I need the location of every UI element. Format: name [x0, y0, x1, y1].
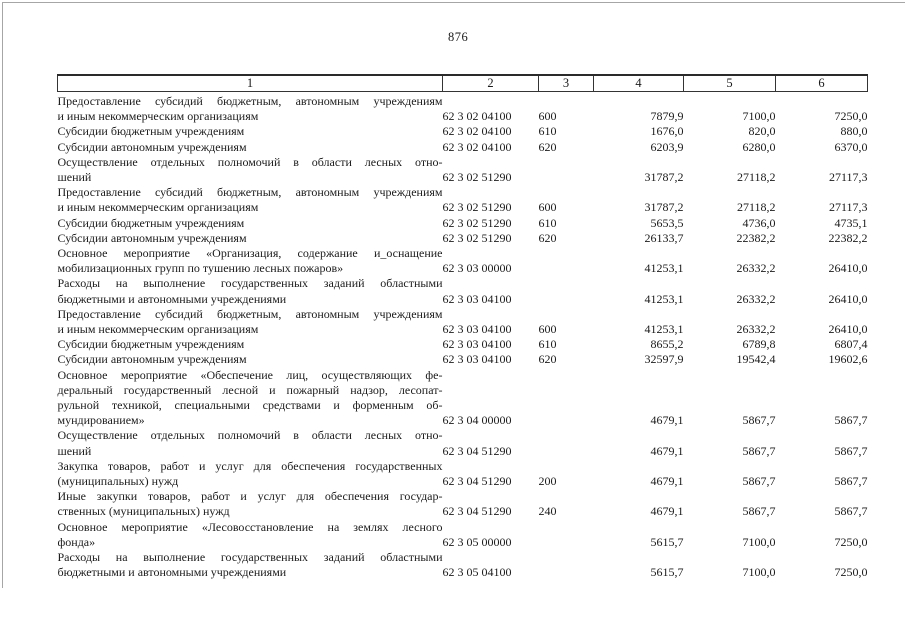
cell-expense-type-code: 610 — [538, 215, 557, 230]
cell-target-code: 62 3 02 04100 — [442, 124, 512, 139]
cell-expense-name — [58, 216, 443, 231]
cell-amount-col5: 6789,8 — [742, 337, 776, 352]
cell-amount-col6: 880,0 — [840, 124, 868, 139]
cell-amount-col6: 6370,0 — [834, 139, 868, 154]
cell-target-code: 62 3 02 04100 — [442, 139, 512, 154]
expense-name-line: Субсидии автономным учреждениям — [57, 352, 247, 367]
expense-name-line: ственных (муниципальных) нужд — [57, 504, 230, 519]
cell-amount-col5: 820,0 — [748, 124, 776, 139]
column-header-4: 4 — [594, 75, 684, 92]
table-row — [58, 185, 868, 215]
expense-name-line: и иным некоммерческим организациям — [57, 322, 259, 337]
expense-name-line: Расходы на выполнение государственных заданий областными — [57, 550, 443, 565]
cell-amount-col5: 5867,7 — [742, 504, 776, 519]
column-header-6: 6 — [776, 75, 868, 92]
cell-amount-col4: 7879,9 — [650, 109, 684, 124]
table-row — [58, 459, 868, 489]
expense-name-line: Предоставление субсидий бюджетным, автономным учреждениям — [57, 185, 443, 200]
cell-amount-col6: 5867,7 — [834, 413, 868, 428]
table-row — [58, 428, 868, 458]
cell-expense-type-code: 620 — [538, 230, 557, 245]
expense-name-line: Субсидии бюджетным учреждениям — [57, 337, 245, 352]
expense-name-line: Закупка товаров, работ и услуг для обеспечения государственных — [57, 458, 443, 473]
cell-target-code: 62 3 03 00000 — [442, 261, 512, 276]
cell-expense-type-code: 610 — [538, 337, 557, 352]
cell-amount-col4: 4679,1 — [650, 474, 684, 489]
table-row — [58, 489, 868, 519]
cell-expense-name — [58, 246, 443, 276]
table-row — [58, 307, 868, 337]
cell-expense-type-code: 620 — [538, 352, 557, 367]
cell-expense-type-code: 600 — [538, 109, 557, 124]
expense-name-line: мундированием» — [57, 413, 145, 428]
cell-expense-name — [58, 307, 443, 337]
cell-amount-col6: 22382,2 — [828, 230, 868, 245]
cell-amount-col5: 5867,7 — [742, 474, 776, 489]
cell-amount-col4: 32597,9 — [644, 352, 684, 367]
expense-name-line: фонда» — [57, 534, 96, 549]
cell-amount-col5: 26332,2 — [736, 291, 776, 306]
cell-target-code: 62 3 03 04100 — [442, 352, 512, 367]
cell-target-code: 62 3 03 04100 — [442, 291, 512, 306]
expense-name-line: рульной техникой, специальными средствами и форменным об- — [57, 398, 443, 413]
cell-expense-type-code: 600 — [538, 322, 557, 337]
cell-expense-name — [58, 337, 443, 352]
cell-amount-col4: 5615,7 — [650, 534, 684, 549]
cell-amount-col5: 19542,4 — [736, 352, 776, 367]
cell-expense-name — [58, 185, 443, 215]
cell-amount-col5: 4736,0 — [742, 215, 776, 230]
cell-amount-col4: 4679,1 — [650, 443, 684, 458]
cell-expense-name — [58, 550, 443, 580]
expense-name-line: Субсидии автономным учреждениям — [57, 139, 247, 154]
cell-amount-col6: 7250,0 — [834, 565, 868, 580]
cell-expense-name — [58, 489, 443, 519]
expense-name-line: бюджетными и автономными учреждениями — [57, 565, 287, 580]
budget-table — [57, 74, 868, 581]
expense-name-line: Субсидии бюджетным учреждениям — [57, 215, 245, 230]
cell-expense-type-code: 610 — [538, 124, 557, 139]
table-row — [58, 92, 868, 125]
cell-expense-name — [58, 92, 443, 125]
column-header-1: 1 — [58, 75, 443, 92]
expense-name-line: мобилизационных групп по тушению лесных пожаров» — [57, 261, 344, 276]
expense-name-line: Расходы на выполнение государственных заданий областными — [57, 276, 443, 291]
cell-amount-col5: 27118,2 — [736, 200, 776, 215]
expense-name-line: Субсидии бюджетным учреждениям — [57, 124, 245, 139]
cell-amount-col4: 41253,1 — [644, 322, 684, 337]
cell-amount-col4: 31787,2 — [644, 200, 684, 215]
cell-target-code: 62 3 02 51290 — [442, 170, 512, 185]
cell-amount-col5: 27118,2 — [736, 170, 776, 185]
cell-expense-name — [58, 520, 443, 550]
cell-amount-col4: 41253,1 — [644, 291, 684, 306]
cell-amount-col5: 26332,2 — [736, 261, 776, 276]
table-row — [58, 352, 868, 367]
cell-amount-col6: 6807,4 — [834, 337, 868, 352]
table-row — [58, 246, 868, 276]
cell-expense-type-code: 240 — [538, 504, 557, 519]
cell-expense-name — [58, 231, 443, 246]
table-row — [58, 276, 868, 306]
page-number: 876 — [448, 30, 469, 44]
expense-name-line: бюджетными и автономными учреждениями — [57, 291, 287, 306]
table-row — [58, 368, 868, 429]
cell-target-code: 62 3 04 00000 — [442, 413, 512, 428]
cell-amount-col6: 27117,3 — [828, 200, 868, 215]
expense-name-line: Основное мероприятие «Обеспечение лиц, осуществляющих фе- — [57, 367, 443, 382]
table-header-row — [58, 75, 868, 92]
cell-amount-col4: 4679,1 — [650, 413, 684, 428]
cell-expense-type-code — [539, 520, 594, 550]
cell-amount-col4: 31787,2 — [644, 170, 684, 185]
cell-expense-type-code: 200 — [538, 474, 557, 489]
cell-amount-col5: 7100,0 — [742, 534, 776, 549]
cell-expense-type-code — [539, 550, 594, 580]
cell-expense-name — [58, 155, 443, 185]
table-row — [58, 216, 868, 231]
cell-target-code: 62 3 04 51290 — [442, 504, 512, 519]
cell-expense-type-code: 620 — [538, 139, 557, 154]
cell-expense-type-code: 600 — [538, 200, 557, 215]
cell-amount-col6: 5867,7 — [834, 474, 868, 489]
expense-name-line: Осуществление отдельных полномочий в области лесных отно- — [57, 428, 443, 443]
cell-expense-name — [58, 459, 443, 489]
scan-edge-left-line — [2, 2, 3, 588]
cell-amount-col4: 41253,1 — [644, 261, 684, 276]
cell-expense-type-code — [539, 276, 594, 306]
cell-expense-name — [58, 352, 443, 367]
cell-expense-type-code — [539, 428, 594, 458]
cell-amount-col4: 4679,1 — [650, 504, 684, 519]
cell-target-code: 62 3 02 51290 — [442, 230, 512, 245]
cell-amount-col6: 26410,0 — [828, 291, 868, 306]
cell-target-code: 62 3 02 51290 — [442, 200, 512, 215]
table-row — [58, 550, 868, 580]
cell-target-code: 62 3 02 04100 — [442, 109, 512, 124]
expense-name-line: (муниципальных) нужд — [57, 474, 179, 489]
cell-amount-col6: 7250,0 — [834, 109, 868, 124]
cell-amount-col4: 1676,0 — [650, 124, 684, 139]
cell-amount-col6: 26410,0 — [828, 261, 868, 276]
cell-target-code: 62 3 05 04100 — [442, 565, 512, 580]
cell-amount-col6: 19602,6 — [828, 352, 868, 367]
column-header-3: 3 — [539, 75, 594, 92]
expense-name-line: Осуществление отдельных полномочий в области лесных отно- — [57, 154, 443, 169]
cell-amount-col5: 7100,0 — [742, 109, 776, 124]
cell-amount-col5: 5867,7 — [742, 413, 776, 428]
expense-name-line: шений — [57, 443, 92, 458]
cell-amount-col5: 22382,2 — [736, 230, 776, 245]
expense-name-line: Субсидии автономным учреждениям — [57, 230, 247, 245]
cell-target-code: 62 3 03 04100 — [442, 322, 512, 337]
cell-expense-type-code — [539, 368, 594, 429]
cell-amount-col6: 26410,0 — [828, 322, 868, 337]
table-row — [58, 124, 868, 139]
cell-target-code: 62 3 02 51290 — [442, 215, 512, 230]
cell-amount-col5: 7100,0 — [742, 565, 776, 580]
cell-amount-col5: 6280,0 — [742, 139, 776, 154]
cell-target-code: 62 3 03 04100 — [442, 337, 512, 352]
table-row — [58, 520, 868, 550]
cell-amount-col4: 5615,7 — [650, 565, 684, 580]
cell-expense-name — [58, 140, 443, 155]
cell-expense-name — [58, 124, 443, 139]
cell-expense-name — [58, 276, 443, 306]
expense-name-line: Основное мероприятие «Организация, содержание и_оснащение — [57, 246, 443, 261]
table-row — [58, 231, 868, 246]
expense-name-line: шений — [57, 170, 92, 185]
cell-amount-col5: 26332,2 — [736, 322, 776, 337]
cell-target-code: 62 3 04 51290 — [442, 474, 512, 489]
table-body — [58, 92, 868, 581]
cell-amount-col6: 5867,7 — [834, 443, 868, 458]
table-row — [58, 337, 868, 352]
expense-name-line: Иные закупки товаров, работ и услуг для обеспечения государ- — [57, 489, 443, 504]
cell-amount-col5: 5867,7 — [742, 443, 776, 458]
cell-target-code: 62 3 05 00000 — [442, 534, 512, 549]
cell-amount-col4: 6203,9 — [650, 139, 684, 154]
cell-amount-col4: 8655,2 — [650, 337, 684, 352]
table-row — [58, 155, 868, 185]
cell-expense-type-code — [539, 155, 594, 185]
expense-name-line: и иным некоммерческим организациям — [57, 109, 259, 124]
cell-amount-col6: 7250,0 — [834, 534, 868, 549]
expense-name-line: Предоставление субсидий бюджетным, автономным учреждениям — [57, 306, 443, 321]
cell-amount-col4: 26133,7 — [644, 230, 684, 245]
expense-name-line: и иным некоммерческим организациям — [57, 200, 259, 215]
column-header-5: 5 — [684, 75, 776, 92]
cell-amount-col6: 27117,3 — [828, 170, 868, 185]
column-header-2: 2 — [443, 75, 539, 92]
cell-target-code: 62 3 04 51290 — [442, 443, 512, 458]
expense-name-line: Основное мероприятие «Лесовосстановление на землях лесного — [57, 519, 443, 534]
expense-name-line: деральный государственный лесной и пожарный надзор, лесопат- — [57, 382, 443, 397]
cell-amount-col6: 5867,7 — [834, 504, 868, 519]
cell-expense-name — [58, 368, 443, 429]
cell-amount-col4: 5653,5 — [650, 215, 684, 230]
table-row — [58, 140, 868, 155]
expense-name-line: Предоставление субсидий бюджетным, автономным учреждениям — [57, 94, 443, 108]
cell-expense-name — [58, 428, 443, 458]
cell-amount-col6: 4735,1 — [834, 215, 868, 230]
scan-edge-top-line — [2, 2, 905, 3]
cell-expense-type-code — [539, 246, 594, 276]
